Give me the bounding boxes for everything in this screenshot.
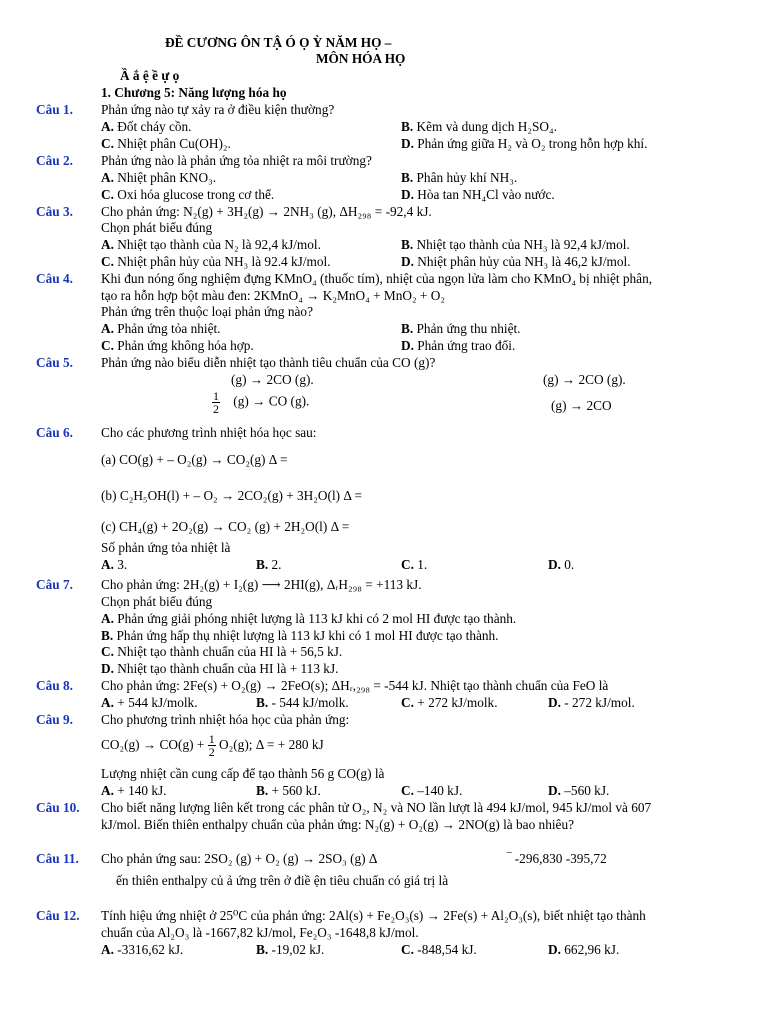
option-text: Nhiệt tạo thành chuẩn của HI là + 56,5 kJ. xyxy=(117,644,343,659)
option-letter: D. xyxy=(401,136,414,151)
fraction-numerator: 1 xyxy=(208,732,215,747)
option-b xyxy=(401,119,557,135)
fraction-denominator: 2 xyxy=(213,402,219,416)
option-letter: C. xyxy=(101,644,114,659)
option-d xyxy=(101,661,338,677)
option-a xyxy=(101,942,183,958)
option-d xyxy=(401,254,631,270)
option-text: -3316,62 kJ. xyxy=(117,942,184,957)
option-d xyxy=(548,942,619,958)
document-subtitle: Ầ ắ ệ ề ự ọ xyxy=(120,68,180,83)
question-instruction: Phản ứng trên thuộc loại phản ứng nào? xyxy=(101,304,313,319)
option-letter: A. xyxy=(101,942,114,957)
option-a xyxy=(101,611,516,627)
option-c xyxy=(101,644,342,660)
question-label: Câu 2. xyxy=(36,153,73,168)
question-label: Câu 12. xyxy=(36,908,80,923)
equation xyxy=(101,733,324,758)
subject-title: MÔN HÓA HỌ xyxy=(316,51,406,66)
question-label: Câu 6. xyxy=(36,425,73,440)
option-text: 0. xyxy=(564,557,575,572)
option-letter: A. xyxy=(101,695,114,710)
option-d xyxy=(548,557,574,573)
option-a xyxy=(101,695,198,711)
option-letter: A. xyxy=(101,321,114,336)
question-stem: Cho các phương trình nhiệt hóa học sau: xyxy=(101,425,317,440)
option-d: (g) → 2CO xyxy=(551,398,612,413)
option-c xyxy=(101,338,254,354)
fraction-numerator: 1 xyxy=(213,389,219,403)
option-letter: D. xyxy=(548,783,561,798)
option-text: 1. xyxy=(417,557,428,572)
option-text: Phản ứng hấp thụ nhiệt lượng là 113 kJ khi có 1 mol HI được tạo thành. xyxy=(116,628,499,643)
option-text: Phản ứng thu nhiệt. xyxy=(416,321,521,336)
option-d xyxy=(401,338,515,354)
option-letter: A. xyxy=(101,557,114,572)
question-instruction: Chọn phát biểu đúng xyxy=(101,220,213,235)
option-letter: C. xyxy=(101,136,114,151)
option-letter: B. xyxy=(401,321,414,336)
question-instruction: Chọn phát biểu đúng xyxy=(101,594,213,609)
option-b xyxy=(256,695,349,711)
fraction-denominator: 2 xyxy=(208,745,215,760)
option-text: -19,02 kJ. xyxy=(271,942,325,957)
option-text: 3. xyxy=(117,557,128,572)
option-letter: B. xyxy=(401,237,414,252)
question-stem: Cho phản ứng: 2Fe(s) + O₂(g) → 2FeO(s); ΔHᵣ,₂₉₈ = -544 kJ. Nhiệt tạo thành chuẩn của FeO là xyxy=(101,678,609,693)
equation-c: (c) CH₄(g) + 2O₂(g) → CO₂ (g) + 2H₂O(l) Δ = xyxy=(101,519,350,534)
option-text: + 560 kJ. xyxy=(271,783,321,798)
option-text: Nhiệt tạo thành chuẩn của HI là + 113 kJ. xyxy=(117,661,339,676)
equation-right: O₂(g); Δ = + 280 kJ xyxy=(219,737,324,752)
fraction xyxy=(208,733,216,758)
option-letter: D. xyxy=(101,661,114,676)
option-a xyxy=(101,557,127,573)
option-text: -848,54 kJ. xyxy=(417,942,477,957)
option-text: + 140 kJ. xyxy=(117,783,167,798)
option-text: Nhiệt phân Cu(OH)₂. xyxy=(117,136,231,151)
option-text: Phản ứng giữa H₂ và O₂ trong hỗn hợp khí. xyxy=(417,136,648,151)
question-stem: Khi đun nóng ống nghiệm đựng KMnO₄ (thuốc tím), nhiệt của ngọn lửa làm cho KMnO₄ bị nhiệt phân, xyxy=(101,271,653,286)
option-d xyxy=(401,136,647,152)
question-stem-cont: kJ/mol. Biến thiên enthalpy chuẩn của phản ứng: N₂(g) + O₂(g) → 2NO(g) là bao nhiêu? xyxy=(101,817,575,832)
option-text: Nhiệt tạo thành của N₂ là 92,4 kJ/mol. xyxy=(117,237,321,252)
option-b xyxy=(101,628,499,644)
option-text: Đốt cháy cồn. xyxy=(117,119,192,134)
option-a xyxy=(101,170,216,186)
option-text: Nhiệt phân hủy của NH₃ là 92.4 kJ/mol. xyxy=(117,254,331,269)
option-letter: C. xyxy=(101,254,114,269)
option-c xyxy=(401,783,462,799)
question-label: Câu 3. xyxy=(36,204,73,219)
option-letter: C. xyxy=(101,187,114,202)
question-stem: Phản ứng nào tự xảy ra ở điều kiện thường? xyxy=(101,102,335,117)
question-label: Câu 9. xyxy=(36,712,73,727)
option-letter: D. xyxy=(401,187,414,202)
option-letter: C. xyxy=(401,783,414,798)
option-letter: B. xyxy=(401,170,414,185)
option-text: 662,96 kJ. xyxy=(564,942,620,957)
option-text: - 272 kJ/mol. xyxy=(564,695,635,710)
option-c xyxy=(212,390,309,415)
option-text: Oxi hóa glucose trong cơ thể. xyxy=(117,187,275,202)
fraction xyxy=(212,390,220,415)
option-letter: D. xyxy=(548,942,561,957)
equation-left: CO₂(g) → CO(g) + xyxy=(101,737,205,752)
option-letter: A. xyxy=(101,237,114,252)
option-d xyxy=(548,695,635,711)
question-label: Câu 11. xyxy=(36,851,79,866)
option-letter: B. xyxy=(256,783,269,798)
option-d xyxy=(401,187,555,203)
option-text: Phản ứng trao đổi. xyxy=(417,338,516,353)
question-stem-cont: tạo ra hỗn hợp bột màu đen: 2KMnO₄ → K₂MnO₄ + MnO₂ + O₂ xyxy=(101,288,445,303)
option-letter: B. xyxy=(256,942,269,957)
question-label: Câu 10. xyxy=(36,800,80,815)
option-text: + 272 kJ/molk. xyxy=(417,695,498,710)
option-c xyxy=(401,557,427,573)
option-letter: A. xyxy=(101,170,114,185)
option-a xyxy=(101,321,221,337)
option-text: Phản ứng tỏa nhiệt. xyxy=(117,321,221,336)
option-letter: A. xyxy=(101,611,114,626)
option-text: Nhiệt phân KNO₃. xyxy=(117,170,217,185)
option-text: Phân hủy khí NH₃. xyxy=(416,170,518,185)
question-stem: Cho biết năng lượng liên kết trong các phân tử O₂, N₂ và NO lần lượt là 494 kJ/mol, 945 kJ/mol và 607 xyxy=(101,800,652,815)
option-text: Phản ứng không hóa hợp. xyxy=(117,338,254,353)
option-b xyxy=(256,942,324,958)
equation-b: (b) C₂H₅OH(l) + – O₂ → 2CO₂(g) + 3H₂O(l) Δ = xyxy=(101,488,363,503)
option-a xyxy=(101,783,167,799)
option-text: Nhiệt phân hủy của NH₃ là 46,2 kJ/mol. xyxy=(417,254,631,269)
question-label: Câu 4. xyxy=(36,271,73,286)
option-text: + 544 kJ/molk. xyxy=(117,695,198,710)
question-stem: Cho phản ứng sau: 2SO₂ (g) + O₂ (g) → 2SO₃ (g) Δ xyxy=(101,851,378,866)
option-letter: B. xyxy=(256,557,269,572)
option-a: (g) → 2CO (g). xyxy=(231,372,314,387)
option-letter: C. xyxy=(101,338,114,353)
question-stem: Phản ứng nào là phản ứng tỏa nhiệt ra môi trường? xyxy=(101,153,372,168)
document-title: ĐỀ CƯƠNG ÔN TẬ Ó Ọ Ỳ NĂM HỌ – xyxy=(165,35,392,50)
option-letter: D. xyxy=(401,338,414,353)
option-c xyxy=(401,942,477,958)
question-label: Câu 1. xyxy=(36,102,73,117)
option-d xyxy=(548,783,609,799)
option-letter: A. xyxy=(101,119,114,134)
question-stem: Phản ứng nào biểu diễn nhiệt tạo thành tiêu chuẩn của CO (g)? xyxy=(101,355,436,370)
option-letter: D. xyxy=(548,557,561,572)
option-a xyxy=(101,119,191,135)
question-stem-cont: chuẩn của Al₂O₃ là -1667,82 kJ/mol, Fe₂O₃ -1648,8 kJ/mol. xyxy=(101,925,419,940)
option-letter: B. xyxy=(401,119,414,134)
option-letter: A. xyxy=(101,783,114,798)
question-instruction: Số phản ứng tỏa nhiệt là xyxy=(101,540,231,555)
option-c xyxy=(101,254,331,270)
option-c xyxy=(401,695,498,711)
option-a xyxy=(101,237,321,253)
option-b xyxy=(401,321,521,337)
option-text: Nhiệt tạo thành của NH₃ là 92,4 kJ/mol. xyxy=(416,237,630,252)
question-stem: Tính hiệu ứng nhiệt ở 25⁰C của phản ứng: 2Al(s) + Fe₂O₃(s) → 2Fe(s) + Al₂O₃(s), biết nhiệt tạo thành xyxy=(101,908,646,923)
option-c xyxy=(101,136,231,152)
chapter-heading: 1. Chương 5: Năng lượng hóa họ xyxy=(101,85,287,100)
question-label: Câu 5. xyxy=(36,355,73,370)
option-b xyxy=(401,170,517,186)
formation-enthalpy-values: ‾ -296,830 -395,72 xyxy=(507,851,607,866)
option-text: (g) → CO (g). xyxy=(233,393,310,409)
option-b xyxy=(256,557,282,573)
option-text: Phản ứng giải phóng nhiệt lượng là 113 kJ khi có 2 mol HI được tạo thành. xyxy=(117,611,517,626)
option-text: –140 kJ. xyxy=(417,783,463,798)
option-c xyxy=(101,187,274,203)
option-letter: D. xyxy=(548,695,561,710)
option-letter: B. xyxy=(101,628,114,643)
question-stem: Cho phản ứng: 2H₂(g) + I₂(g) ⟶ 2HI(g), ΔᵣH₂₉₈ = +113 kJ. xyxy=(101,577,422,592)
question-label: Câu 7. xyxy=(36,577,73,592)
option-letter: B. xyxy=(256,695,269,710)
option-letter: C. xyxy=(401,557,414,572)
equation-a: (a) CO(g) + – O₂(g) → CO₂(g) Δ = xyxy=(101,452,288,467)
question-label: Câu 8. xyxy=(36,678,73,693)
option-text: Hòa tan NH₄Cl vào nước. xyxy=(417,187,555,202)
option-letter: C. xyxy=(401,695,414,710)
option-b xyxy=(401,237,630,253)
option-text: Kẽm và dung dịch H₂SO₄. xyxy=(416,119,557,134)
option-letter: C. xyxy=(401,942,414,957)
question-stem-cont: ến thiên enthalpy củ ả ứng trên ở điề ện tiêu chuẩn có giá trị là xyxy=(116,873,449,888)
question-stem: Cho phương trình nhiệt hóa học của phản ứng: xyxy=(101,712,350,727)
option-text: –560 kJ. xyxy=(564,783,610,798)
question-instruction: Lượng nhiệt cần cung cấp để tạo thành 56 g CO(g) là xyxy=(101,766,385,781)
option-b: (g) → 2CO (g). xyxy=(543,372,626,387)
option-letter: D. xyxy=(401,254,414,269)
option-text: - 544 kJ/molk. xyxy=(271,695,349,710)
option-text: 2. xyxy=(271,557,282,572)
question-stem: Cho phản ứng: N₂(g) + 3H₂(g) → 2NH₃ (g), ΔH₂₉₈ = -92,4 kJ. xyxy=(101,204,432,219)
option-b xyxy=(256,783,321,799)
